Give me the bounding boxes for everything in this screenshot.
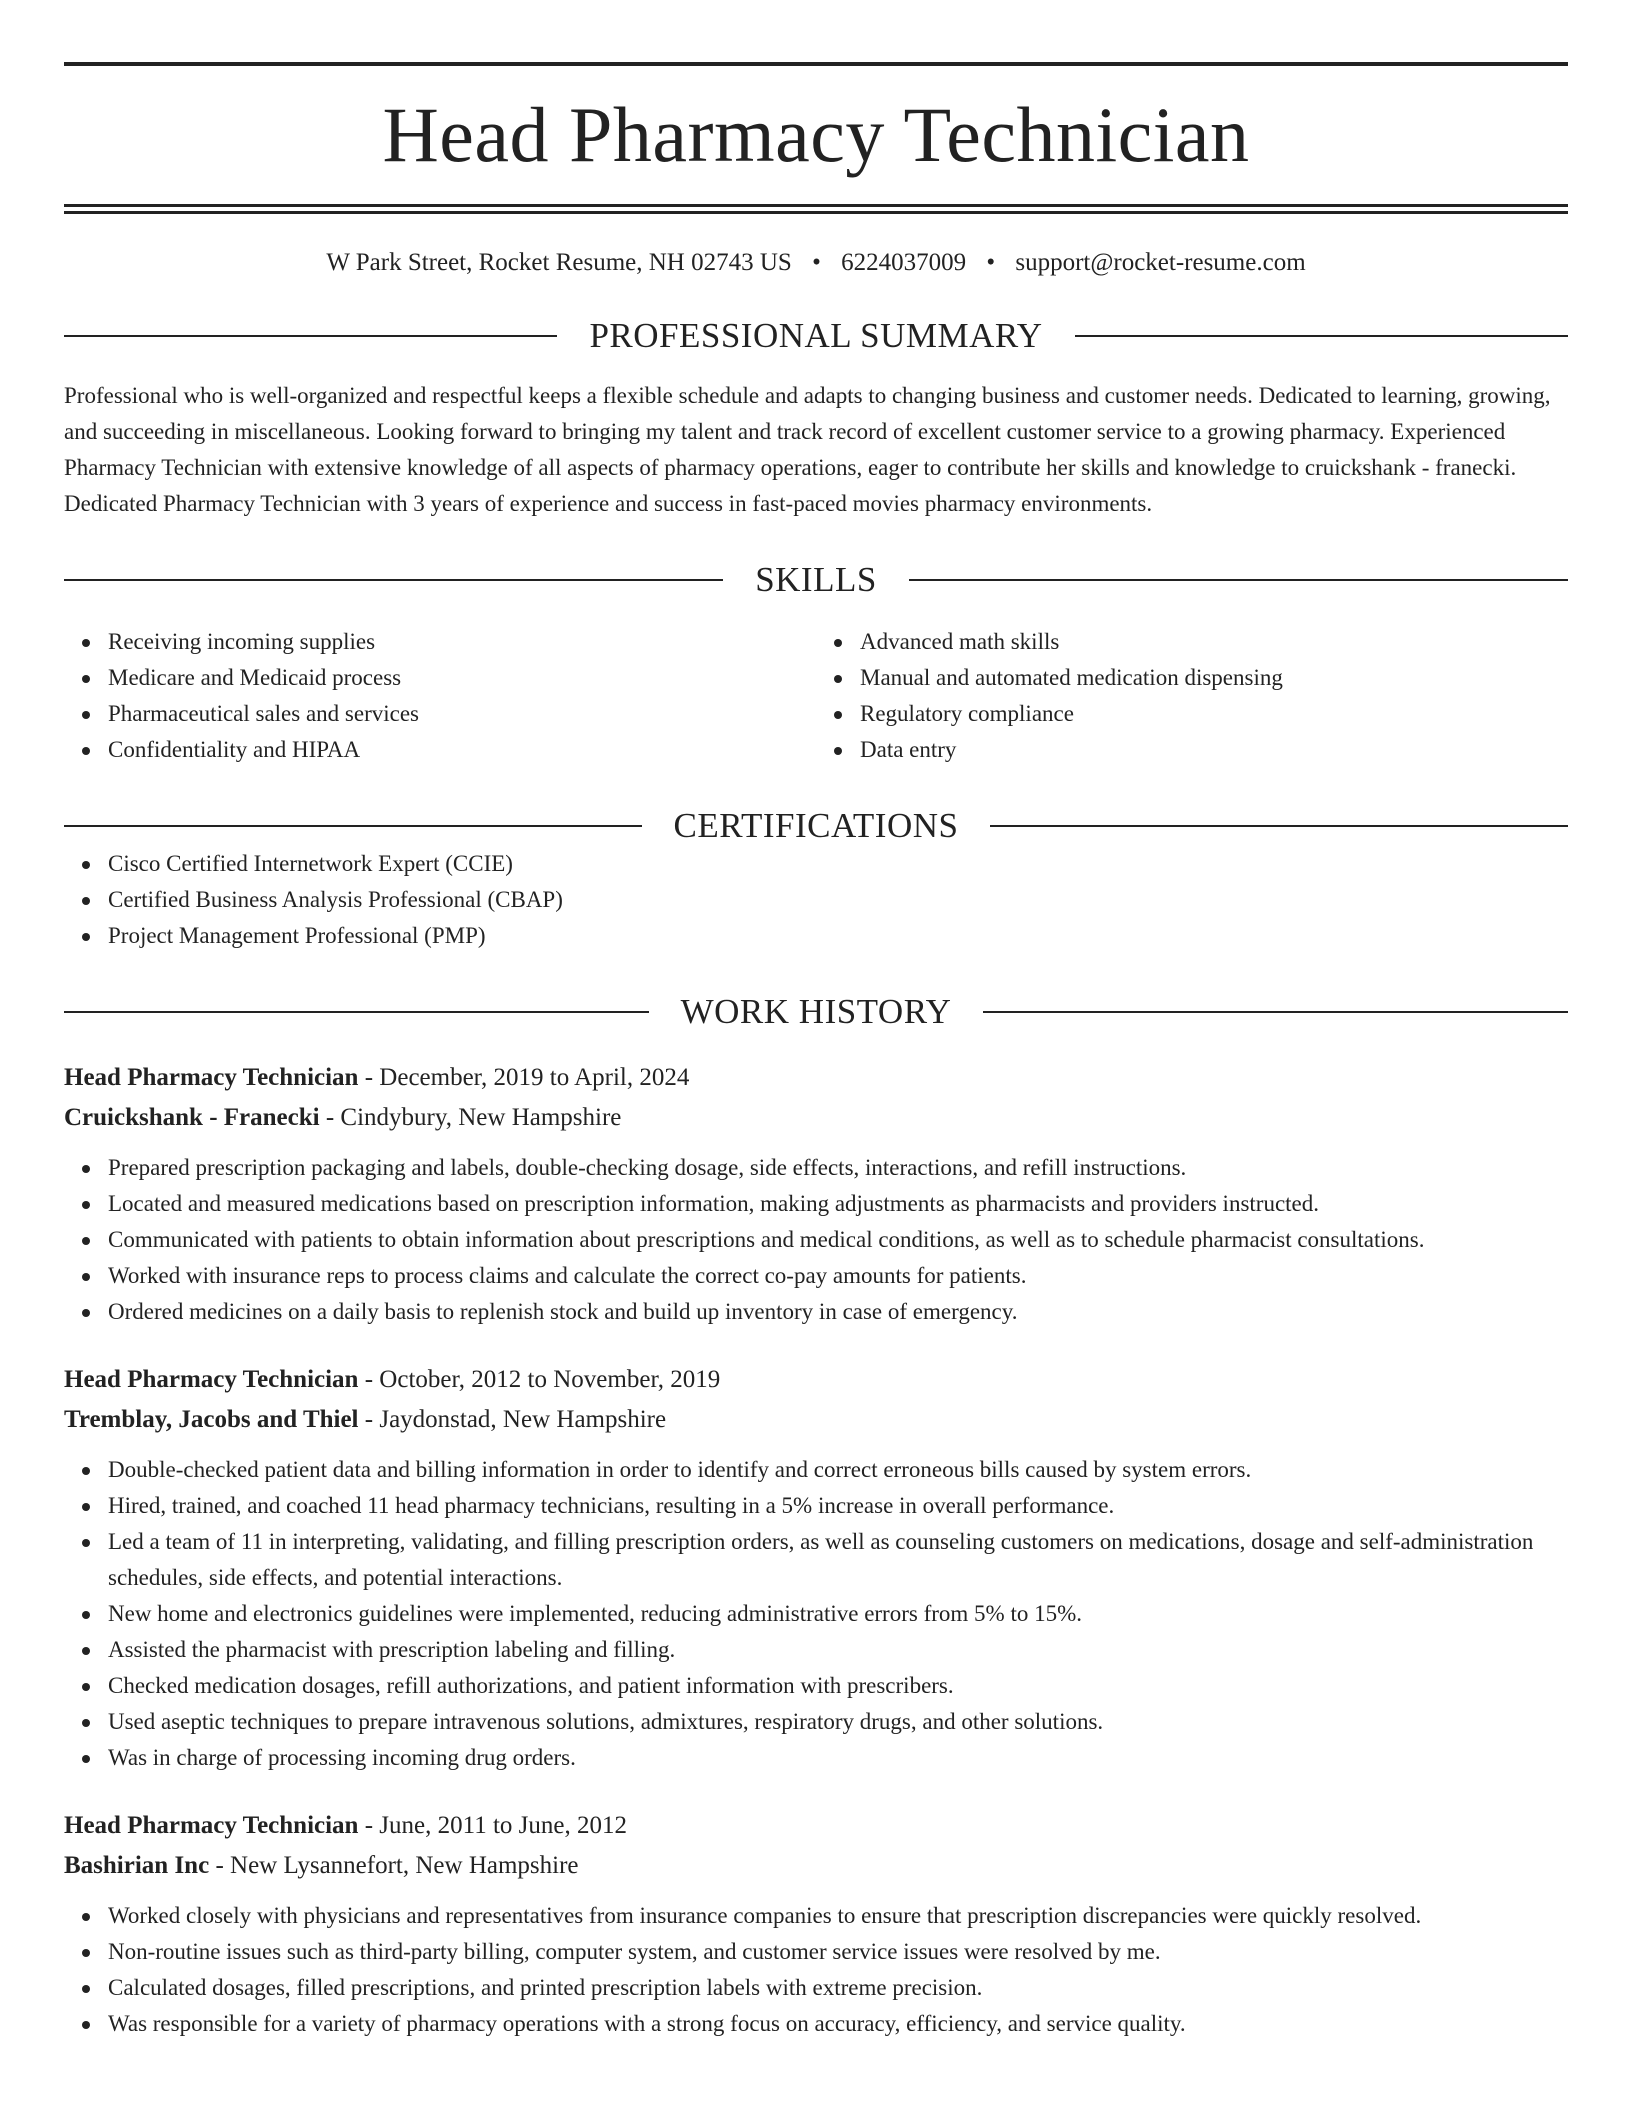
contact-separator: • (812, 249, 821, 276)
section-title: CERTIFICATIONS (673, 806, 959, 845)
job-duty-item: Non-routine issues such as third-party billing, computer system, and customer service issues were resolved by me. (108, 1934, 1568, 1970)
job-duty-item: New home and electronics guidelines were implemented, reducing administrative errors from 5% to 15%. (108, 1596, 1568, 1632)
skill-item: Medicare and Medicaid process (108, 660, 816, 696)
job-duty-item: Double-checked patient data and billing information in order to identify and correct erroneous bills caused by system errors. (108, 1452, 1568, 1488)
skill-item: Pharmaceutical sales and services (108, 696, 816, 732)
section-title: SKILLS (755, 560, 877, 599)
job-title: Head Pharmacy Technician (64, 1812, 359, 1839)
job-company-line (64, 1400, 1568, 1440)
job-title-line (64, 1360, 1568, 1400)
job-duty-item: Worked with insurance reps to process claims and calculate the correct co-pay amounts for patients. (108, 1258, 1568, 1294)
job-duty-item: Was in charge of processing incoming drug orders. (108, 1740, 1568, 1776)
job-duty-item: Communicated with patients to obtain information about prescriptions and medical conditions, as well as to schedule pharmacist consultations. (108, 1222, 1568, 1258)
heading-rule (983, 1011, 1568, 1013)
job-location: - New Lysannefort, New Hampshire (209, 1852, 579, 1879)
skills-column-left (64, 624, 816, 768)
contact-email: support@rocket-resume.com (1015, 249, 1306, 276)
job-dates: - October, 2012 to November, 2019 (358, 1366, 721, 1393)
job-location: - Jaydonstad, New Hampshire (358, 1406, 667, 1433)
job-duties-list (64, 1898, 1568, 2042)
job-company: Bashirian Inc (64, 1852, 210, 1879)
contact-separator: • (986, 249, 996, 276)
job-duties-list (64, 1150, 1568, 1330)
heading-rule (909, 579, 1568, 581)
job-title: Head Pharmacy Technician (64, 1366, 359, 1393)
heading-rule (64, 825, 642, 827)
heading-rule (64, 335, 557, 337)
job-duty-item: Used aseptic techniques to prepare intravenous solutions, admixtures, respiratory drugs, and other solutions. (108, 1704, 1568, 1740)
top-rule (64, 62, 1568, 66)
section-title: WORK HISTORY (680, 992, 952, 1031)
job-title-line (64, 1058, 1568, 1098)
job-title: Head Pharmacy Technician (64, 1064, 359, 1091)
summary-paragraph: Professional who is well-organized and respectful keeps a flexible schedule and adapts to changing business and customer needs. Dedicated to learning, growing, and succeeding in miscellaneous. Looking forward to bringing my talent and track record of excellent customer service to a growing pharmacy. Experienced Pharmacy Technician with extensive knowledge of all aspects of pharmacy operations, eager to contribute her skills and knowledge to cruickshank - franecki. Dedicated Pharmacy Technician with 3 years of experience and success in fast-paced movies pharmacy environments. (64, 383, 1551, 516)
certification-item: Project Management Professional (PMP) (108, 918, 1568, 954)
resume-name: Head Pharmacy Technician (382, 91, 1250, 178)
certification-item: Certified Business Analysis Professional (CBAP) (108, 882, 1568, 918)
job-company: Cruickshank - Franecki (64, 1104, 320, 1131)
skill-item: Receiving incoming supplies (108, 624, 816, 660)
section-heading-skills (64, 560, 1568, 600)
heading-rule (64, 579, 723, 581)
header-double-rule (64, 204, 1568, 214)
skill-item: Data entry (860, 732, 1568, 768)
job-company: Tremblay, Jacobs and Thiel (64, 1406, 359, 1433)
job-entry (64, 1058, 1568, 1330)
contact-line (64, 248, 1568, 278)
job-company-line (64, 1098, 1568, 1138)
job-title-line (64, 1806, 1568, 1846)
job-duty-item: Assisted the pharmacist with prescription labeling and filling. (108, 1632, 1568, 1668)
skills-list (64, 624, 1568, 768)
job-duty-item: Checked medication dosages, refill authorizations, and patient information with prescribers. (108, 1668, 1568, 1704)
job-duty-item: Calculated dosages, filled prescriptions, and printed prescription labels with extreme precision. (108, 1970, 1568, 2006)
section-heading-certifications (64, 806, 1568, 846)
job-entry (64, 1806, 1568, 2042)
job-duty-item: Located and measured medications based on prescription information, making adjustments as pharmacists and providers instructed. (108, 1186, 1568, 1222)
heading-rule (1075, 335, 1568, 337)
certification-item: Cisco Certified Internetwork Expert (CCIE) (108, 846, 1568, 882)
job-duty-item: Hired, trained, and coached 11 head pharmacy technicians, resulting in a 5% increase in overall performance. (108, 1488, 1568, 1524)
contact-phone: 6224037009 (841, 249, 967, 276)
contact-address: W Park Street, Rocket Resume, NH 02743 US (326, 249, 792, 276)
job-entry (64, 1360, 1568, 1776)
job-dates: - December, 2019 to April, 2024 (358, 1064, 690, 1091)
job-duty-item: Was responsible for a variety of pharmacy operations with a strong focus on accuracy, efficiency, and service quality. (108, 2006, 1568, 2042)
skill-item: Advanced math skills (860, 624, 1568, 660)
job-duty-item: Prepared prescription packaging and labels, double-checking dosage, side effects, interactions, and refill instructions. (108, 1150, 1568, 1186)
job-duty-item: Ordered medicines on a daily basis to replenish stock and build up inventory in case of emergency. (108, 1294, 1568, 1330)
skill-item: Confidentiality and HIPAA (108, 732, 816, 768)
job-company-line (64, 1846, 1568, 1886)
job-duty-item: Led a team of 11 in interpreting, validating, and filling prescription orders, as well as counseling customers on medications, dosage and self-administration schedules, side effects, and potential interactions. (108, 1524, 1568, 1596)
job-dates: - June, 2011 to June, 2012 (358, 1812, 627, 1839)
job-duty-item: Worked closely with physicians and representatives from insurance companies to ensure that prescription discrepancies were quickly resolved. (108, 1898, 1568, 1934)
section-heading-summary (64, 316, 1568, 356)
certifications-list (64, 846, 1568, 954)
heading-rule (990, 825, 1568, 827)
job-duties-list (64, 1452, 1568, 1776)
job-location: - Cindybury, New Hampshire (319, 1104, 622, 1131)
skills-column-right (816, 624, 1568, 768)
skill-item: Regulatory compliance (860, 696, 1568, 732)
skill-item: Manual and automated medication dispensing (860, 660, 1568, 696)
section-title: PROFESSIONAL SUMMARY (589, 316, 1043, 355)
heading-rule (64, 1011, 649, 1013)
section-heading-work-history (64, 992, 1568, 1032)
